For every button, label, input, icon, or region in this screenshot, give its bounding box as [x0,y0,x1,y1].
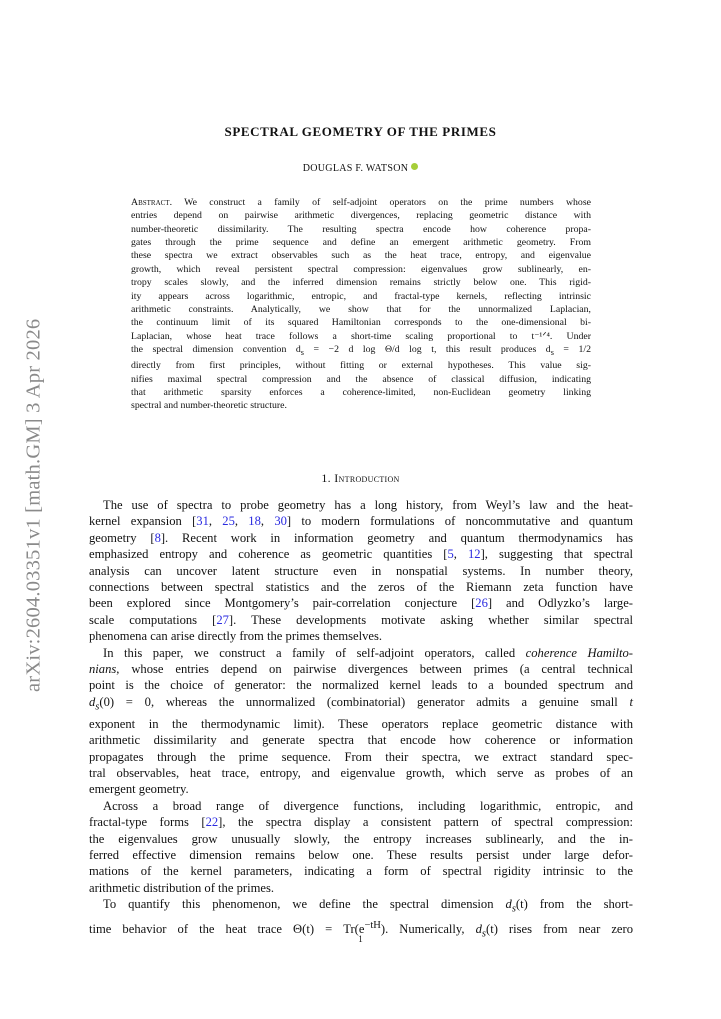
citation-link[interactable]: 27 [216,612,229,627]
section-heading [0,471,721,486]
paragraph-line: mations of the kernel parameters, indicating a form of spectral rigidity intrinsic to the [89,864,633,879]
citation-link[interactable]: 25 [222,514,235,529]
paper-title: SPECTRAL GEOMETRY OF THE PRIMES [224,124,497,139]
paragraph-line: tral observables, heat trace, entropy, and eigenvalue growth, which serve as probes of an [89,766,633,781]
section-title: Introduction [334,471,400,485]
paragraph-line: The use of spectra to probe geometry has a long history, from Weyl’s law and the heat- [103,498,633,512]
paragraph-line: exponent in the thermodynamic limit). These operators replace geometric distance with [89,716,633,731]
abstract-line: these spectra we extract observables such as the heat trace, entropy, and eigenvalue [131,250,591,262]
paragraph-line: emphasized entropy and coherence as geometric quantities [5, 12], suggesting that spectral [89,547,633,562]
body-text [89,497,633,943]
paragraph-line: In this paper, we construct a family of self-adjoint operators, called coherence Hamilto- [103,645,633,660]
paragraph-line: ferred effective dimension remains below one. These results persist under large defor- [89,848,633,863]
page-number: 1 [358,934,363,944]
paragraph-line: propagates through the prime sequence. From their spectra, we extract standard spec- [89,749,633,764]
paragraph-line: time behavior of the heat trace $\Theta(t) = Tr(e^{-tH})$. Numerically, $d_s(t)$ rises from near zero [89,920,633,940]
citation-link[interactable]: 8 [154,530,161,545]
abstract-line: the continuum limit of its squared Hamiltonian corresponds to the one-dimensional bi- [131,317,591,329]
citation-link[interactable]: 26 [475,596,488,611]
paragraph-line: scale computations [27]. These developments motivate asking whether similar spectral [89,612,633,627]
author-name: DOUGLAS F. WATSON [302,163,409,174]
paragraph-line: the eigenvalues grow unusually slowly, the entropy increases sublinearly, and the in- [89,831,633,846]
abstract-line: tropy scales slowly, and the inferred dimension remains strictly below one. This rigid- [131,277,591,289]
paragraph-line: arithmetic distribution of the primes. [89,880,275,895]
abstract-line: arithmetic constraints. Analytically, we show that for the unnormalized Laplacian, [131,303,591,315]
citation-link[interactable]: 18 [248,514,261,529]
abstract-line: the spectral dimension convention $d_s = -2$ d log Θ/d log t, this result produces $d_s = 1/2$ [131,343,591,357]
abstract-line: entries depend on pairwise arithmetic divergences, replacing geometric distance with [131,210,591,222]
paragraph-line: fractal-type forms [22], the spectra display a consistent pattern of spectral compression: [89,815,633,830]
abstract-line: nifies maximal spectral compression and the absence of classical diffusion, indicating [131,373,591,385]
section-number: 1. [321,471,331,485]
abstract [131,196,591,413]
abstract-line: gates through the prime sequence and define an emergent arithmetic geometry. From [131,237,591,249]
abstract-line: Abstract. We construct a family of self-adjoint operators on the prime numbers whose [131,197,591,208]
abstract-line: number-theoretic dissimilarity. The resulting spectra encode how coherence propa- [131,223,591,235]
citation-link[interactable]: 30 [274,514,287,529]
paragraph-line: point is the choice of generator: the normalized kernel leads to a bounded spectrum and [89,678,633,693]
citation-link[interactable]: 31 [196,514,209,529]
paragraph-line: nians, whose entries depend on pairwise divergences between primes (a central technical [89,662,633,677]
paragraph-line: kernel expansion [31, 25, 18, 30] to modern formulations of noncommutative and quantum [89,514,633,529]
author-line [0,163,721,174]
abstract-line: Laplacian, whose heat trace follows a short-time scaling proportional to t⁻¹ᐟ⁴. Under [131,330,591,342]
paragraph-line: Across a broad range of divergence functions, including logarithmic, entropic, and [103,798,633,813]
abstract-label: Abstract. [131,197,173,208]
abstract-line: ity appears across logarithmic, entropic, and fractal-type kernels, reflecting intrinsic [131,290,591,302]
abstract-line: spectral and number-theoretic structure. [131,400,287,412]
orcid-icon[interactable] [411,163,418,170]
abstract-line: that arithmetic sparsity enforces a coherence-limited, non-Euclidean geometry linking [131,386,591,398]
paragraph-line: arithmetic dissimilarity and generate spectra that encode how coherence or information [89,733,633,748]
citation-link[interactable]: 22 [205,815,219,830]
citation-link[interactable]: 5 [447,547,454,562]
citation-link[interactable]: 12 [467,547,481,562]
paragraph-line: been explored since Montgomery’s pair-correlation conjecture [26] and Odlyzko’s large- [89,596,633,611]
paragraph-line: analysis can uncover latent structure even in nonspatial systems. In number theory, [89,563,633,578]
arxiv-identifier: arXiv:2604.03351v1 [math.GM] 3 Apr 2026 [22,318,45,692]
paragraph-line: To quantify this phenomenon, we define the spectral dimension $d_s(t)$ from the short- [103,897,633,915]
paragraph-line: emergent geometry. [89,782,189,797]
abstract-line: directly from first principles, without fitting or external hypotheses. This value sig- [131,360,591,372]
paragraph-line: geometry [8]. Recent work in information geometry and quantum thermodynamics has [89,530,633,545]
paragraph-line: phenomena can arise directly from the primes themselves. [89,629,383,644]
abstract-line: growth, which reveal persistent spectral compression: eigenvalues grow sublinearly, en- [131,263,591,275]
paragraph-line: $d_s(0) = 0$, whereas the unnormalized (combinatorial) generator admits a genuine small t [89,694,633,713]
paragraph-line: connections between spectral statistics and the zeros of the Riemann zeta function have [89,580,633,595]
